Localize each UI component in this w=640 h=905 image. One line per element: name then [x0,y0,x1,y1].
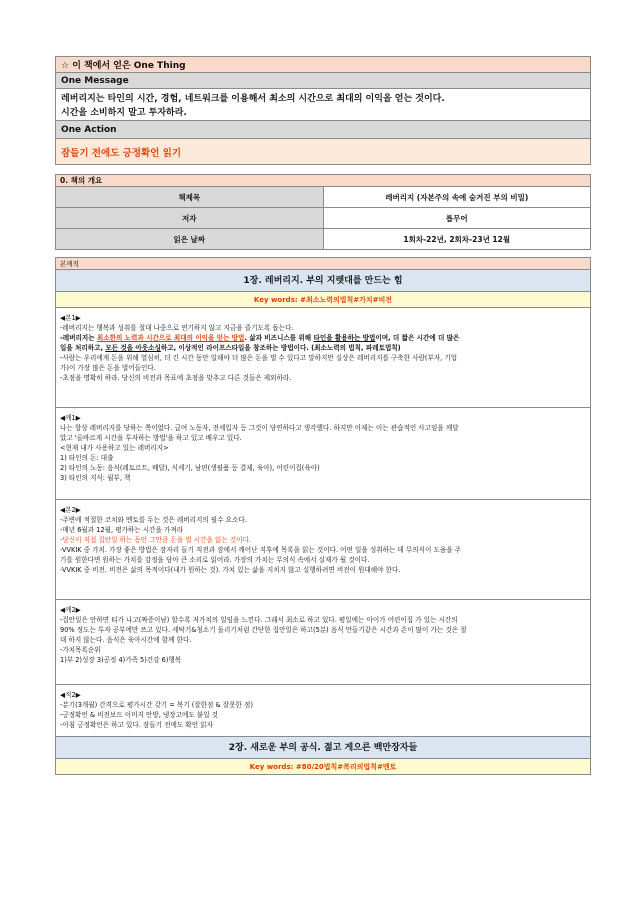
table-row [56,187,591,208]
note-line: <현재 내가 사용하고 있는 레버리지> [60,444,169,452]
note-line: -VVKIK 중 가치. 가장 좋은 방법은 잠자리 들기 직전과 잠에서 깨어난 직후에 목록을 읽는 것이다. 어떤 일을 성취하는 데 무의식이 도움을 주 [60,546,462,554]
one-message-label: One Message [56,73,591,89]
chapter2-title: 2장. 새로운 부의 공식. 젊고 게으른 백만장자들 [56,737,591,759]
chapter1-title: 1장. 레버리지. 부의 지렛대를 만드는 힘 [56,270,591,292]
note-line: -VVKIK 중 비전. 비전은 삶의 목적이다(내가 원하는 것). 가치 있는 삶을 지치지 않고 실행하려면 비전이 원대해야 한다. [60,566,401,574]
note-line: -긍정확언 & 비전보드 이미지 안방, 냉장고에도 붙일 것 [60,711,219,719]
chapter2-keywords: Key words: #80/20법칙#복리의법칙#멘토 [56,759,591,775]
note-line: 2) 타인의 노동: 음식(레토르트, 배달), 식세기, 남편(생필품 등 결제, 육아), 어린이집(육아) [60,464,320,472]
read-date-value: 1회차-22년, 2회차-23년 12월 [323,229,591,250]
note-line: -매년 6월과 12월, 평가하는 시간을 가져라 [60,526,184,534]
block-header: ◀본1▶ [60,314,81,322]
note-line: -레버리지는 행복과 성취를 절대 나중으로 연기하지 않고 지금을 즐기도록 돕는다. [60,324,294,332]
one-action-label: One Action [56,121,591,139]
one-action-text: 잠들기 전에도 긍정확언 읽기 [56,139,591,165]
one-message-text [56,89,591,121]
book-title-label: 책제목 [56,187,324,208]
notes-title: 본깨적 [56,258,591,270]
overview-title: 0. 책의 개요 [56,175,591,187]
note-line: -초점을 명확히 하라. 당신의 비전과 목표에 초점을 맞추고 다른 것들은 제외하라. [60,374,292,382]
note-line: 일을 처리하고, 모든 것을 아웃소싱하고, 이상적인 라이프스타일을 창조하는 방법이다. (최소노력의 법칙, 파레토법칙) [60,344,401,352]
overview-table [55,174,591,250]
block-header: ◀적2▶ [60,691,81,699]
block-header: ◀깨2▶ [60,606,81,614]
note-line: -사람는 우리에게 돈을 위해 열심히, 더 긴 시간 동안 일해야 더 많은 돈을 벌 수 있다고 말하지만 실상은 레버리지를 구축한 사람(부자, 기업 [60,354,458,362]
kkae2-block [56,600,591,685]
note-line: 90% 정도는 투자 공부에만 쓰고 있다. 세탁기&청소기 돌리기처럼 간단한 집안일은 하고(5분) 음식 만들기같은 시간과 손이 많이 가는 것은 절 [60,626,467,634]
notes-table [55,257,591,775]
note-line: 가)이 가장 많은 돈을 벌어들인다. [60,364,156,372]
chapter1-keywords: Key words: #최소노력의법칙#가치#비전 [56,292,591,308]
note-line: 1)부 2)성장 3)공정 4)가족 5)건강 6)행복 [60,656,182,664]
note-line: -아침 긍정확언은 하고 있다. 잠들기 전에도 확언 읽자 [60,721,213,729]
book-title-value: 레버리지 (자본주의 속에 숨겨진 부의 비밀) [323,187,591,208]
note-line: 나는 항상 레버리지를 당하는 쪽이었다. 급여 노동자, 전세입자 등 그것이 당연하다고 생각했다. 하지만 이제는 이는 관습적인 사고임을 깨달 [60,424,459,432]
note-line: 3) 타인의 지식: 월부, 책 [60,474,131,482]
bon2-block [56,500,591,600]
block-header: ◀깨1▶ [60,414,81,422]
note-line: -가치목록순위 [60,646,101,654]
table-row [56,229,591,250]
author-label: 저자 [56,208,324,229]
one-thing-title: ☆ 이 책에서 얻은 One Thing [56,57,591,73]
read-date-label: 읽은 날짜 [56,229,324,250]
jeok2-block [56,685,591,737]
one-message-line: 레버리지는 타인의 시간, 경험, 네트워크를 이용해서 최소의 시간으로 최대의 이익을 얻는 것이다. [61,93,445,104]
note-line: -주변에 적절한 코치와 멘토를 두는 것은 레버리지의 필수 요소다. [60,516,247,524]
note-line: -당신이 직접 집안일 하는 동안 그만큼 돈을 벌 시간을 잃는 것이다. [60,536,252,544]
one-message-line: 시간을 소비하지 말고 투자하라. [61,107,187,118]
note-line: -레버리지는 최소한의 노력과 시간으로 최대의 이익을 얻는 방법. 삶과 비즈니스를 위해 타인을 활용하는 방법이며, 더 짧은 시간에 더 많은 [60,334,460,342]
table-row [56,208,591,229]
note-line: 았고 '올바르게 시간을 투자하는 방법'을 하고 있고 배우고 있다. [60,434,242,442]
block-header: ◀본2▶ [60,506,81,514]
bon1-block [56,308,591,408]
author-value: 롭무어 [323,208,591,229]
note-line: 1) 타인의 돈: 대출 [60,454,114,462]
one-thing-table [55,56,591,165]
note-line: 대 하지 않는다. 음식은 육아시간에 함께 한다. [60,636,192,644]
note-line: -분기(3개월) 간격으로 평가시간 갖기 = 복기 (잘한점 & 잘못한 점) [60,701,253,709]
kkae1-block [56,408,591,500]
note-line: -집안일은 안하면 티가 나고(짜증이남) 할수록 저가치의 일임을 느낀다. 그래서 최소로 하고 있다. 평일에는 아이가 어린이집 가 있는 시간의 [60,616,458,624]
note-line: 기를 원한다면 원하는 가치를 감정을 담아 큰 소리로 읽어라. 가장의 가치는 무의식 속에서 실재가 될 것이다. [60,556,370,564]
